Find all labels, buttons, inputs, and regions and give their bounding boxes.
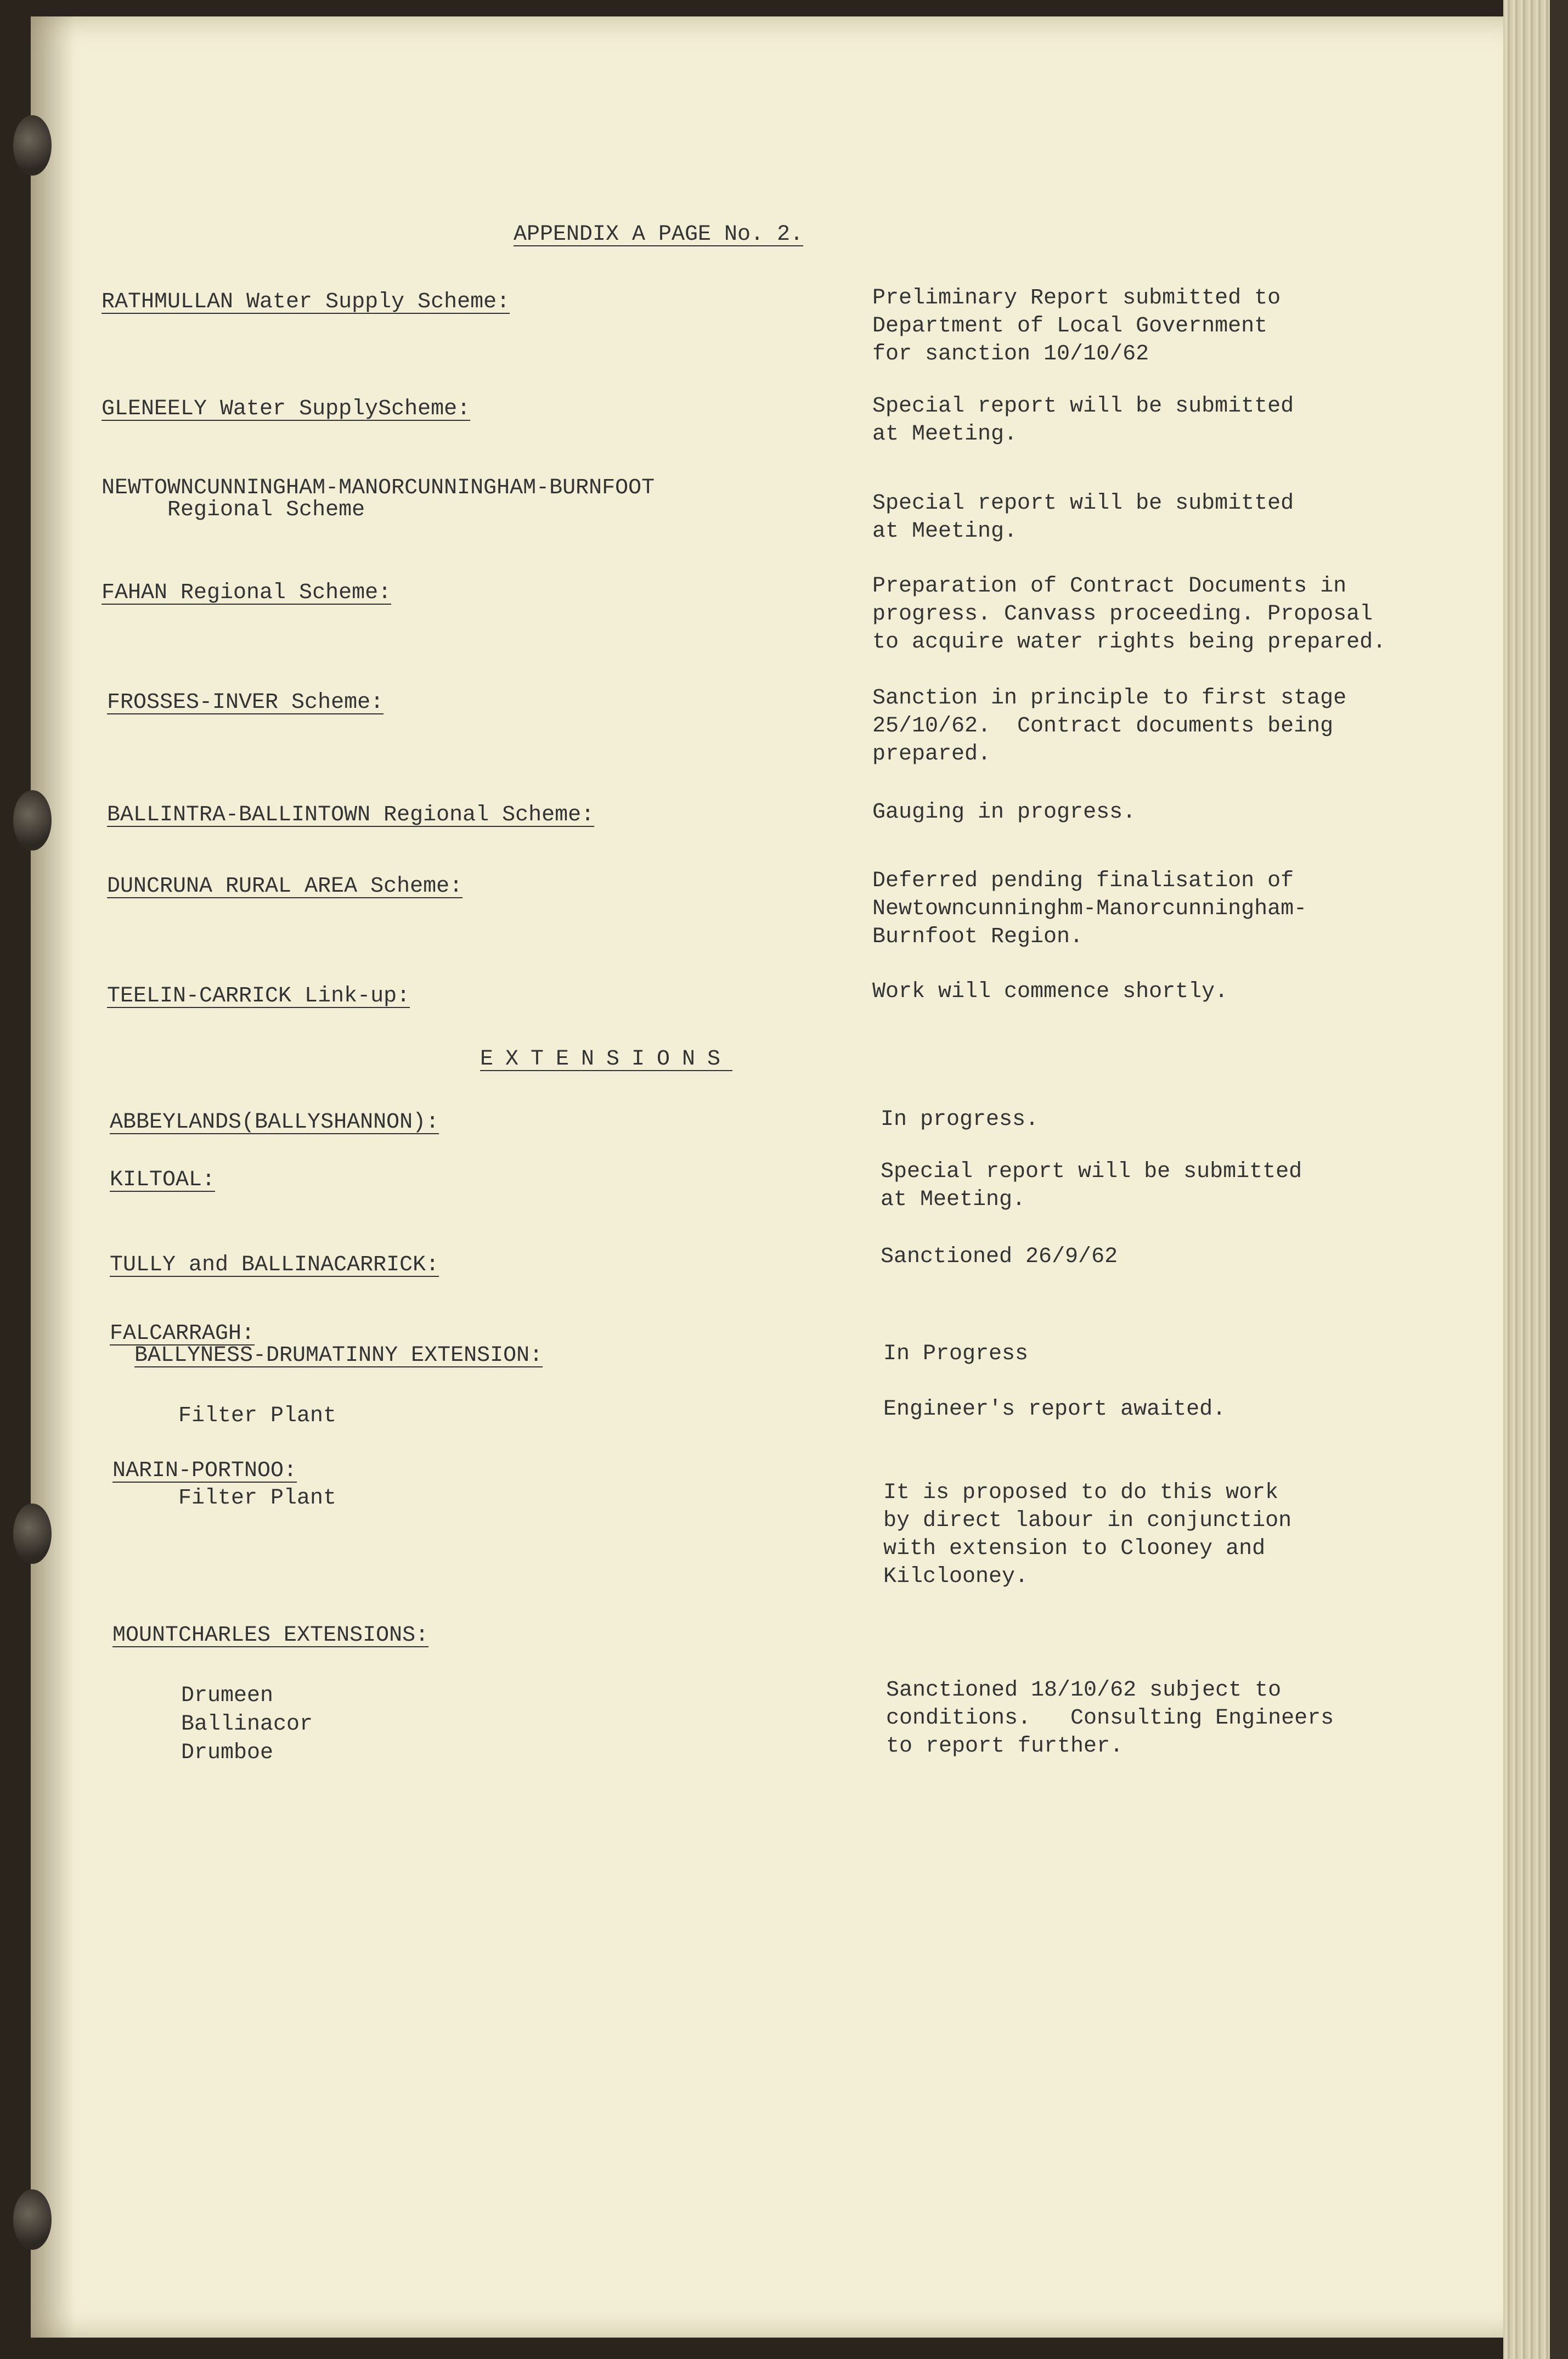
scheme-name: FAHAN Regional Scheme:	[101, 581, 392, 605]
binding-shadow	[31, 16, 75, 2338]
scheme-status: Gauging in progress.	[872, 800, 1136, 825]
extension-status: In progress.	[881, 1107, 1039, 1132]
scheme-name: FROSSES-INVER Scheme:	[107, 690, 384, 715]
page-title	[0, 222, 1317, 247]
extension-name: TULLY and BALLINACARRICK:	[110, 1253, 439, 1277]
extension-name: NARIN-PORTNOO:	[112, 1459, 297, 1483]
binding-hole-icon	[13, 1504, 52, 1564]
extension-subname: Filter Plant	[178, 1486, 337, 1511]
extension-status: It is proposed to do this work by direct labour in conjunction with extension to Clooney and Kilclooney.	[883, 1480, 1292, 1589]
binding-hole-icon	[13, 2189, 52, 2250]
extension-status: Sanctioned 18/10/62 subject to conditions. Consulting Engineers to report further.	[886, 1678, 1334, 1759]
binding-hole-icon	[13, 115, 52, 176]
scheme-status: Deferred pending finalisation of Newtowncunninghm-Manorcunningham- Burnfoot Region.	[872, 869, 1307, 949]
extension-name: Filter Plant	[178, 1404, 337, 1428]
extension-name: KILTOAL:	[110, 1168, 216, 1192]
scheme-status: Work will commence shortly.	[872, 979, 1228, 1004]
scheme-status: Special report will be submitted at Meeting.	[872, 394, 1294, 447]
extension-status: Special report will be submitted at Meeting.	[881, 1159, 1302, 1212]
extension-status: Engineer's report awaited.	[883, 1397, 1226, 1422]
scheme-name: TEELIN-CARRICK Link-up:	[107, 984, 410, 1009]
scheme-name: NEWTOWNCUNNINGHAM-MANORCUNNINGHAM-BURNFOOT Regional Scheme	[101, 476, 655, 522]
extension-subname: Drumeen Ballinacor Drumboe	[181, 1684, 313, 1765]
scheme-status: Sanction in principle to first stage 25/10/62. Contract documents being prepared.	[872, 686, 1347, 767]
extension-name: MOUNTCHARLES EXTENSIONS:	[112, 1623, 429, 1648]
extension-name: FALCARRAGH:	[110, 1321, 255, 1346]
book-cover-edge	[1550, 0, 1568, 2359]
scheme-name: DUNCRUNA RURAL AREA Scheme:	[107, 874, 463, 899]
extensions-heading: EXTENSIONS	[480, 1047, 733, 1072]
scheme-status: Preliminary Report submitted to Department of Local Government for sanction 10/10/62	[872, 286, 1281, 367]
scheme-status: Preparation of Contract Documents in progress. Canvass proceeding. Proposal to acquire water rights being prepared.	[872, 574, 1386, 655]
extension-status: Sanctioned 26/9/62	[881, 1245, 1118, 1269]
scheme-status: Special report will be submitted at Meeting.	[872, 491, 1294, 544]
binding-hole-icon	[13, 790, 52, 851]
extension-status: In Progress	[883, 1342, 1029, 1366]
scheme-name: BALLINTRA-BALLINTOWN Regional Scheme:	[107, 803, 595, 827]
page-title-text: APPENDIX A PAGE No. 2.	[513, 222, 804, 247]
extension-subname: BALLYNESS-DRUMATINNY EXTENSION:	[134, 1343, 543, 1368]
scheme-name: GLENEELY Water SupplyScheme:	[101, 397, 471, 421]
extension-name: ABBEYLANDS(BALLYSHANNON):	[110, 1110, 439, 1135]
document-page	[31, 16, 1528, 2338]
scheme-name: RATHMULLAN Water Supply Scheme:	[101, 290, 510, 314]
